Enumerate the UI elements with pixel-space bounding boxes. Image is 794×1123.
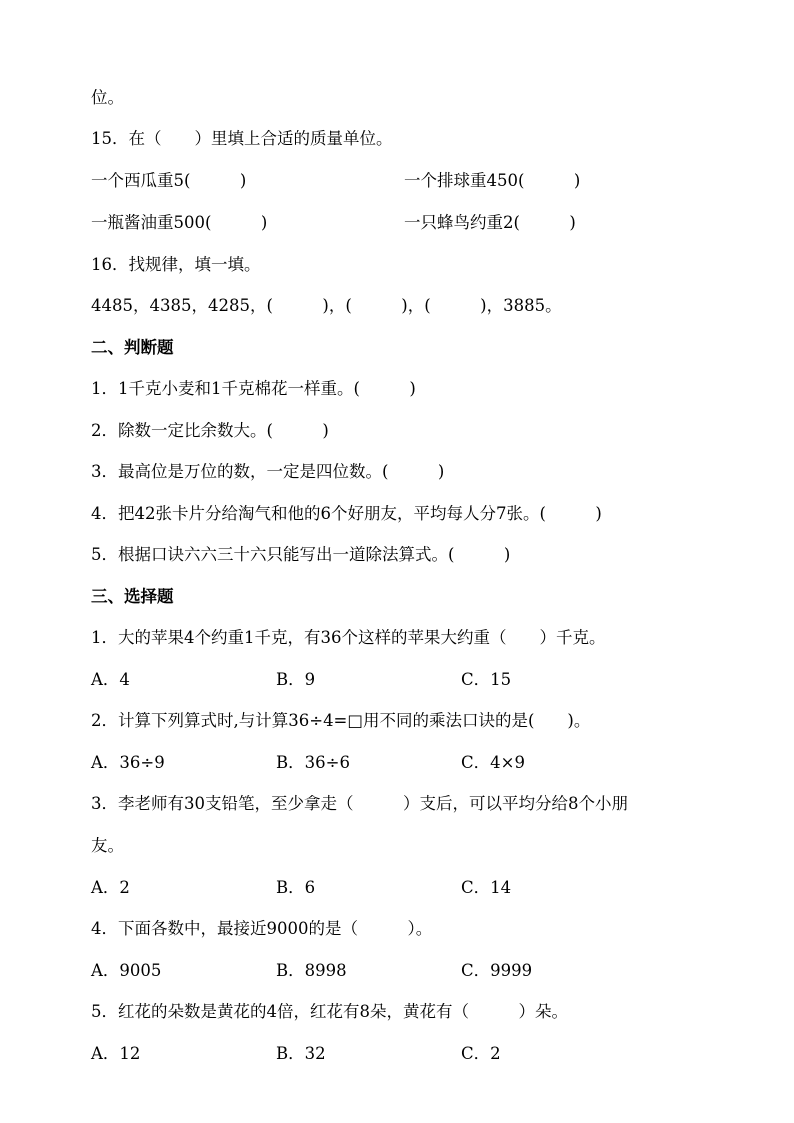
choice-q5-option-b: B．32 — [276, 1044, 326, 1063]
q15-item-watermelon: 一个西瓜重5( ) — [91, 171, 247, 190]
q16-sequence: 4485，4385，4285，( )，( )，( )，3885。 — [91, 296, 562, 315]
choice-q3-option-b: B．6 — [276, 878, 316, 897]
choice-q4-option-b: B．8998 — [276, 961, 347, 980]
choice-q3-stem-continued: 友。 — [91, 836, 124, 855]
q15-title: 15．在（ ）里填上合适的质量单位。 — [91, 129, 393, 148]
choice-q2-option-c: C．4×9 — [461, 753, 525, 772]
section3-title: 三、选择题 — [91, 587, 174, 606]
judge-q1: 1．1千克小麦和1千克棉花一样重。( ) — [91, 379, 416, 398]
choice-q4-option-a: A．9005 — [91, 961, 162, 980]
choice-q1-option-b: B．9 — [276, 670, 316, 689]
choice-q3-option-c: C．14 — [461, 878, 512, 897]
judge-q3: 3．最高位是万位的数，一定是四位数。( ) — [91, 462, 445, 481]
choice-q5-option-c: C．2 — [461, 1044, 501, 1063]
choice-q4-stem: 4．下面各数中，最接近9000的是（ ）。 — [91, 919, 433, 938]
choice-q2-option-b: B．36÷6 — [276, 753, 350, 772]
choice-q5-stem: 5．红花的朵数是黄花的4倍，红花有8朵，黄花有（ ）朵。 — [91, 1002, 568, 1021]
q15-item-volleyball: 一个排球重450( ) — [404, 171, 581, 190]
choice-q3-stem: 3．李老师有30支铅笔，至少拿走（ ）支后，可以平均分给8个小朋 — [91, 794, 628, 813]
choice-q2-stem: 2．计算下列算式时,与计算36÷4=□用不同的乘法口诀的是( )。 — [91, 711, 591, 730]
judge-q5: 5．根据口诀六六三十六只能写出一道除法算式。( ) — [91, 545, 511, 564]
judge-q4: 4．把42张卡片分给淘气和他的6个好朋友，平均每人分7张。( ) — [91, 504, 602, 523]
judge-q2: 2．除数一定比余数大。( ) — [91, 421, 329, 440]
q15-item-soy-sauce: 一瓶酱油重500( ) — [91, 213, 268, 232]
choice-q3-option-a: A．2 — [91, 878, 130, 897]
choice-q2-option-a: A．36÷9 — [91, 753, 165, 772]
choice-q4-option-c: C．9999 — [461, 961, 533, 980]
choice-q1-option-a: A．4 — [91, 670, 130, 689]
q16-title: 16．找规律，填一填。 — [91, 255, 261, 274]
choice-q5-option-a: A．12 — [91, 1044, 141, 1063]
carry-over-text: 位。 — [91, 88, 124, 107]
choice-q1-option-c: C．15 — [461, 670, 512, 689]
choice-q1-stem: 1．大的苹果4个约重1千克，有36个这样的苹果大约重（ ）千克。 — [91, 628, 606, 647]
section2-title: 二、判断题 — [91, 338, 174, 357]
q15-item-hummingbird: 一只蜂鸟约重2( ) — [404, 213, 576, 232]
